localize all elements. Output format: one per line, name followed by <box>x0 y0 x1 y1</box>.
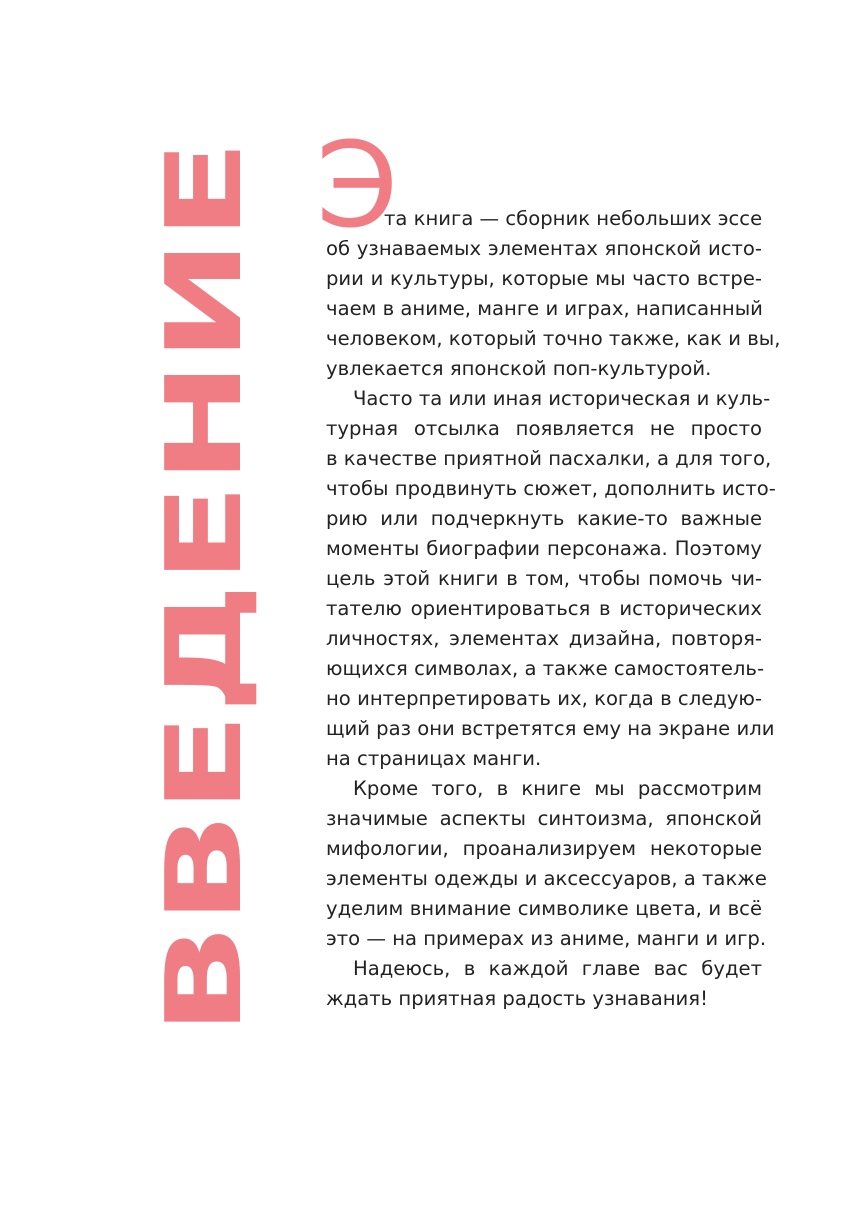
text-line: рию или подчеркнуть какие-то важные <box>326 507 762 530</box>
text-line: это — на примерах из аниме, манги и игр. <box>326 927 767 950</box>
text-line: уделим внимание символике цвета, и всё <box>326 897 762 920</box>
text-line: значимые аспекты синтоизма, японской <box>326 807 762 830</box>
text-line: Надеюсь, в каждой главе вас будет <box>353 957 762 980</box>
text-line: Кроме того, в книге мы рассмотрим <box>353 777 762 800</box>
intro-text <box>316 116 781 1014</box>
text-line: в качестве приятной пасхалки, а для того, <box>326 447 772 470</box>
text-line: та книга — сборник небольших эссе <box>384 207 763 230</box>
text-line: на страницах манги. <box>326 747 542 770</box>
paragraph-list <box>326 204 781 1014</box>
text-line: рии и культуры, которые мы часто встре- <box>326 267 762 290</box>
text-line: личностях, элементах дизайна, повторя- <box>326 627 762 650</box>
text-line: щий раз они встретятся ему на экране или <box>326 717 775 740</box>
text-line: чаем в аниме, манге и играх, написанный <box>326 297 763 320</box>
text-line: элементы одежды и аксессуаров, а также <box>326 867 767 890</box>
text-line: турная отсылка появляется не просто <box>326 417 762 440</box>
text-line: моменты биографии персонажа. Поэтому <box>326 537 762 560</box>
text-line: Часто та или иная историческая и куль- <box>353 387 771 410</box>
text-line: мифологии, проанализируем некоторые <box>326 837 762 860</box>
text-line: цель этой книги в том, чтобы помочь чи- <box>326 567 762 590</box>
text-line: но интерпретировать их, когда в следую- <box>326 687 762 710</box>
text-line: об узнаваемых элементах японской исто- <box>326 237 762 260</box>
text-line: человеком, который точно также, как и вы, <box>326 327 781 350</box>
text-line: ждать приятная радость узнавания! <box>326 987 708 1010</box>
text-line: ющихся символах, а также самостоятель- <box>326 657 765 680</box>
text-line: тателю ориентироваться в исторических <box>326 597 762 620</box>
text-line: чтобы продвинуть сюжет, дополнить исто- <box>326 477 776 500</box>
text-line: увлекается японской поп-культурой. <box>326 357 712 380</box>
chapter-title: ВВЕДЕНИЕ <box>143 396 265 1035</box>
drop-cap: Э <box>316 116 399 254</box>
